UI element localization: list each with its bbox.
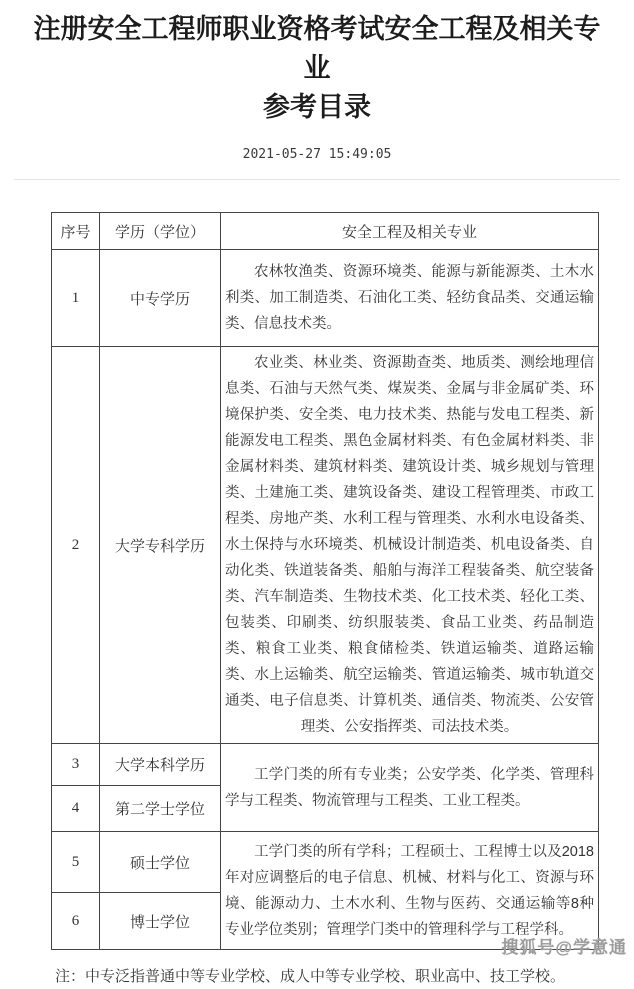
horizontal-divider	[14, 179, 620, 180]
page-title-line2: 参考目录	[263, 92, 371, 122]
page-title	[24, 10, 610, 127]
table-row	[52, 832, 599, 893]
row-majors-cell	[221, 250, 599, 347]
page-title-line1: 注册安全工程师职业资格考试安全工程及相关专业	[33, 14, 601, 83]
row-degree: 博士学位	[100, 893, 221, 950]
row-majors-cell	[221, 347, 599, 744]
row-majors-text: 农林牧渔类、资源环境类、能源与新能源类、土木水利类、加工制造类、石油化工类、轻纺食品类、交通运输类、信息技术类。	[225, 264, 594, 332]
col-header-majors: 安全工程及相关专业	[221, 213, 599, 250]
rows-5-6-majors-cell	[221, 832, 599, 950]
row-degree: 大学专科学历	[100, 347, 221, 744]
rows-3-4-majors-text: 工学门类的所有专业类；公安学类、化学类、管理科学与工程类、物流管理与工程类、工业工程类。	[225, 766, 594, 809]
rows-5-6-majors-text: 工学门类的所有学科；工程硕士、工程博士以及2018年对应调整后的电子信息、机械、材料与化工、资源与环境、能源动力、土木水利、生物与医药、交通运输等8种专业学位类别；管理学门类中的管理科学与工程学科。	[225, 843, 594, 938]
table-row	[52, 250, 599, 347]
footnote: 注：中专泛指普通中等专业学校、成人中等专业学校、职业高中、技工学校。	[55, 968, 566, 985]
table-row	[52, 347, 599, 744]
row-degree: 第二学士学位	[100, 786, 221, 832]
majors-table	[51, 212, 599, 950]
row-degree: 大学本科学历	[100, 744, 221, 786]
row-majors-text: 农业类、林业类、资源勘查类、地质类、测绘地理信息类、石油与天然气类、煤炭类、金属与非金属矿类、环境保护类、安全类、电力技术类、热能与发电工程类、新能源发电工程类、黑色金属材料类、有色金属材料类、非金属材料类、建筑材料类、建筑设计类、城乡规划与管理类、土建施工类、建筑设备类、建设工程管理类、市政工程类、房地产类、水利工程与管理类、水利水电设备类、水土保持与水环境类、机械设计制造类、机电设备类、自动化类、铁道装备类、船舶与海洋工程装备类、航空装备类、汽车制造类、生物技术类、化工技术类、轻化工类、包装类、印刷类、纺织服装类、食品工业类、药品制造类、粮食工业类、粮食储检类、铁道运输类、道路运输类、水上运输类、航空运输类、管道运输类、城市轨道交通类、电子信息类、计算机类、通信类、物流类、公安管理类、公安指挥类、司法技术类。	[225, 355, 594, 735]
row-degree: 硕士学位	[100, 832, 221, 893]
row-no: 2	[52, 347, 100, 744]
table-row	[52, 744, 599, 786]
row-no: 5	[52, 832, 100, 893]
row-degree: 中专学历	[100, 250, 221, 347]
row-no: 4	[52, 786, 100, 832]
col-header-degree: 学历（学位）	[100, 213, 221, 250]
sohu-watermark: 搜狐号@学意通	[501, 938, 627, 957]
publish-timestamp: 2021-05-27 15:49:05	[242, 147, 392, 162]
col-header-no: 序号	[52, 213, 100, 250]
row-no: 6	[52, 893, 100, 950]
row-no: 3	[52, 744, 100, 786]
table-container	[51, 212, 634, 950]
row-no: 1	[52, 250, 100, 347]
table-header-row	[52, 213, 599, 250]
rows-3-4-majors-cell	[221, 744, 599, 832]
